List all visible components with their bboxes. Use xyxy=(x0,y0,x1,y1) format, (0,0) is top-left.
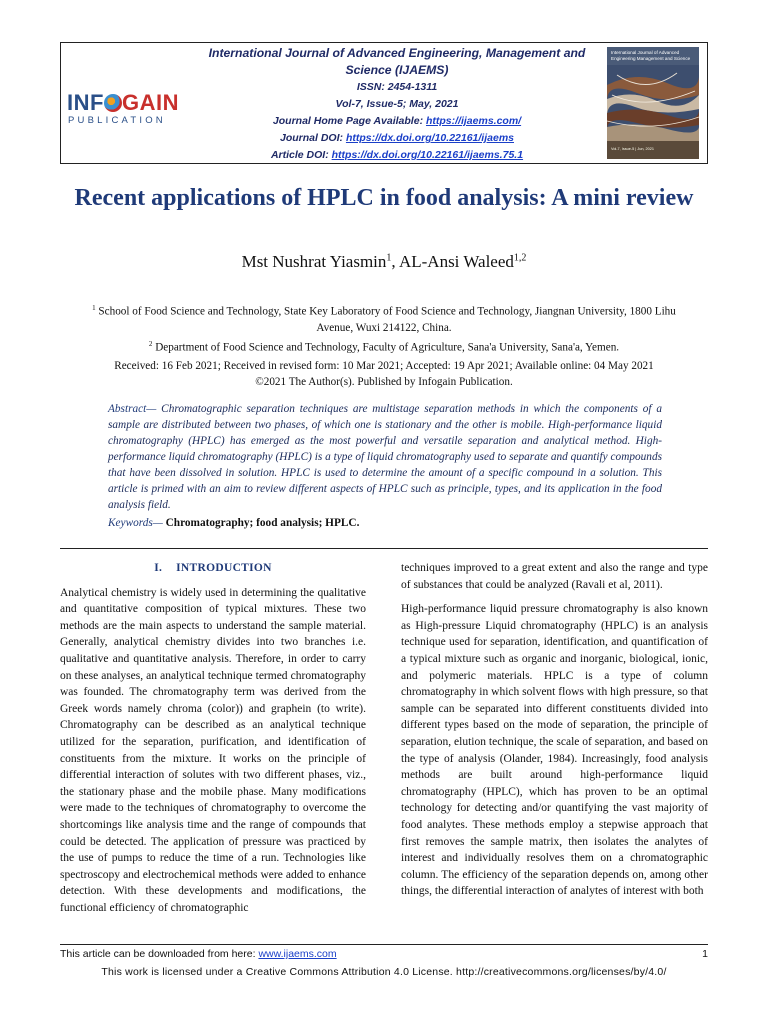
abstract-text: Chromatographic separation techniques are multistage separation methods in which the components of a sample are distributed between two phases, of which one is stationary and the other is mobile. High-performance liquid chromatography (HPLC) has emerged as the most powerful and versatile separation and analytical method. High-performance liquid chromatography (HPLC) is a type of liquid chromatography used to separate and quantify compounds that have been dissolved in solution. HPLC is used to determine the amount of a specific compound in a solution. This article is primed with an aim to review different aspects of HPLC such as principle, types, and its application in the food analysis field. xyxy=(108,403,662,511)
download-link[interactable]: www.ijaems.com xyxy=(258,948,337,960)
journal-volume: Vol-7, Issue-5; May, 2021 xyxy=(335,98,459,110)
section-heading: I. INTRODUCTION xyxy=(154,562,272,574)
keywords-label: Keywords— xyxy=(108,517,163,529)
abstract-label: Abstract— xyxy=(108,403,157,415)
footer-download: This article can be downloaded from here: www.ijaems.com 1 xyxy=(60,948,708,960)
copyright-line: ©2021 The Author(s). Published by Infogain Publication. xyxy=(255,376,513,388)
paper-title: Recent applications of HPLC in food analysis: A mini review xyxy=(74,185,694,211)
journal-doi-link[interactable]: https://dx.doi.org/10.22161/ijaems xyxy=(345,132,514,144)
journal-homepage: Journal Home Page Available: https://ijaems.com/ xyxy=(272,115,522,127)
page-number: 1 xyxy=(702,948,708,960)
publisher-logo xyxy=(67,91,191,127)
abstract xyxy=(108,401,662,513)
section-divider xyxy=(60,548,708,549)
journal-title: International Journal of Advanced Engineering, Management and Science (IJAEMS) xyxy=(208,46,586,77)
journal-issn: ISSN: 2454-1311 xyxy=(356,81,438,93)
journal-info xyxy=(191,43,603,164)
keywords-text: Chromatography; food analysis; HPLC. xyxy=(162,517,360,529)
logo-subtitle: PUBLICATION xyxy=(68,115,166,126)
body-column-left xyxy=(60,560,366,924)
paragraph: High-performance liquid pressure chromatography is also known as High-pressure Liquid chromatography (HPLC) is an analysis technique used for separation, identification, and quantification of a typical mixture such as organic and inorganic, biological, ionic, and polymeric materials. HPLC is a type of column chromatography in which solvent flows with high pressure, so that sample can be separated into different constituents divided into different types based on the mode of separation, the principle of separation, elution technique, the scale of separation, and based on the type of analysis (Olander, 1984). Increasingly, food analysis methods are built around high-performance liquid chromatography (HPLC), which has proven to be an optimal technology for detecting and/or quantifying the vast majority of food analytes. These methods employ a stepwise approach that first removes the sample matrix, then isolates the analytes of interest and individually resolves them on a chromatographic column. The efficiency of the separation depends on, among other things, the differential interaction of analytes of interest with both xyxy=(401,603,708,898)
license-notice: This work is licensed under a Creative Commons Attribution 4.0 License. http://creativecommons.org/licenses/by/4.0/ xyxy=(101,966,667,978)
journal-doi: Journal DOI: https://dx.doi.org/10.22161/ijaems xyxy=(280,132,514,144)
affiliation-2: $^2$ Department of Food Science and Technology, Faculty of Agriculture, Sana'a University, Sana'a, Yemen. xyxy=(148,339,620,354)
journal-cover-image xyxy=(607,47,699,159)
cover-title: International Journal of Advanced Engineering Management and Science xyxy=(611,50,691,61)
cover-artwork xyxy=(607,65,699,141)
body-column-right xyxy=(401,560,708,908)
affiliations xyxy=(80,300,688,355)
keywords xyxy=(108,517,662,529)
affiliation-1: $^1$ School of Food Science and Technology, State Key Laboratory of Food Science and Technology, Jiangnan University, 1800 Lihu Avenue, Wuxi 214122, China. xyxy=(92,304,676,334)
paragraph: techniques improved to a great extent and also the range and type of substances that could be analyzed (Ravali et al, 2011). xyxy=(401,562,708,591)
paragraph: Analytical chemistry is widely used in determining the qualitative and quantitative composition of typical mixtures. These two methods are the main aspects to understand the sample material. Generally, analytical chemistry divides into two branches i.e. qualitative and quantitative analysis. Therefore, in order to carry on these analyses, an analytical technique termed chromatography was founded. The chromatography term was derived from the Greek words namely chroma (color)) and graphein (to write). Chromatography can be described as an analytical technique utilized for the separation, purification, and identification of constituents from the mixture. It works on the principle of differential interaction of solutes with two different phases, viz., the stationary phase and the mobile phase. Many modifications were made to the techniques of chromatography to overcome the shortcomings like analysis time and the range of compounds that could be detected. The application of pressure was practiced by the use of pumps to reduce the time of a run. Technologies like spectroscopy and electrochemical methods were added to enhance detection. With these developments and modifications, the functional efficiency of chromatographic xyxy=(60,586,366,914)
journal-header xyxy=(60,42,708,164)
received-dates: Received: 16 Feb 2021; Received in revised form: 10 Mar 2021; Accepted: 19 Apr 2021; Available online: 04 May 2021 xyxy=(114,360,654,372)
publication-dates xyxy=(60,358,708,390)
footer-divider xyxy=(60,944,708,945)
homepage-link[interactable]: https://ijaems.com/ xyxy=(425,115,522,127)
logo-globe-icon xyxy=(104,94,122,112)
article-doi: Article DOI: https://dx.doi.org/10.22161/ijaems.75.1 xyxy=(270,149,524,161)
logo-wordmark: INF GAIN xyxy=(67,90,179,115)
article-doi-link[interactable]: https://dx.doi.org/10.22161/ijaems.75.1 xyxy=(331,149,524,161)
paper-authors: Mst Nushrat Yiasmin$^1$, AL-Ansi Waleed$^{1,2}$ xyxy=(241,252,527,271)
cover-issue: Vol-7, Issue-5 | Jun, 2021 xyxy=(611,147,654,151)
